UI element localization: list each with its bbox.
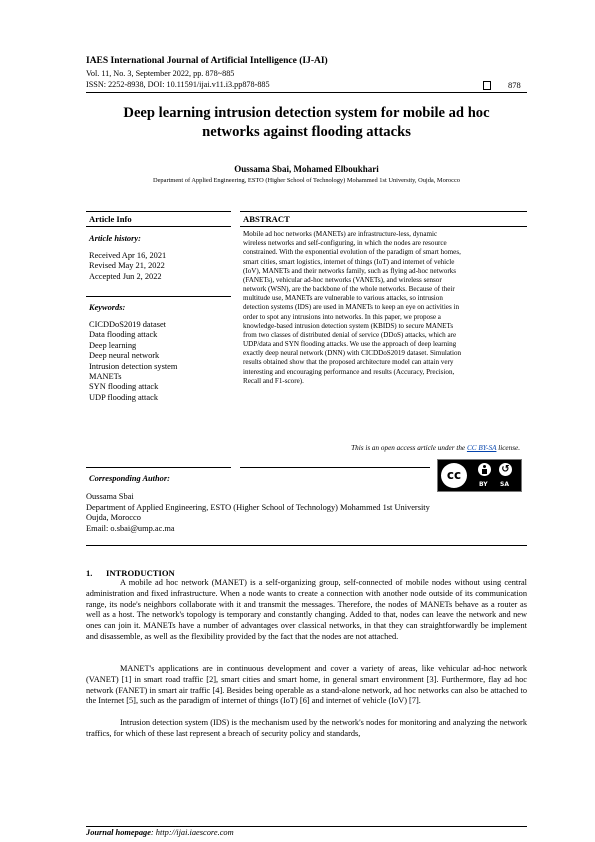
intro-paragraph: A mobile ad hoc network (MANET) is a self-organizing group, self-connected of mobile nodes without using central administration and fixed infrastructure. When a node wants to create a connection with another node outside of its communication range, its node's neighbors collaborate with it and transmit the messages. Therefore, the nodes of MANETs behave as a router as well as a host. The network's topology is temporary and constantly changing. Added to that, nodes can leave the network and new ones can join it. MANETs have a number of advantages over classical networks, in that they can straightforwardly be implement and disassemble, as well as the flexibility provided by the fact that the nodes are not attached. [86,578,527,641]
article-history [89,251,166,282]
abstract-line: knowledge-based intrusion detection system (KBIDS) to secure MANETs [243,321,454,330]
abstract-line: interesting and encouraging performance and results (Accuracy, Precision, [243,367,455,376]
keyword-item: MANETs [89,372,122,382]
section-number: 1. [86,568,93,578]
journal-issn-doi: ISSN: 2252-8938, DOI: 10.11591/ijai.v11.i3.pp878-885 [86,80,270,89]
attribution-person-icon [477,462,492,477]
article-info-top-rule [86,211,231,212]
abstract-line: network (WSN), are the backbone of the whole networks. Because of their [243,285,455,294]
cc-by-sa-badge[interactable] [437,459,522,492]
abstract-line: exactly deep neural network (DNN) with CICDDoS2019 dataset. Simulation [243,349,462,358]
corresponding-line: Department of Applied Engineering, ESTO (Higher School of Technology) Mohammed 1st University [86,502,430,512]
history-item: Accepted Jun 2, 2022 [89,271,162,281]
abstract-line: detection systems (IDS) are used in MANETs to keep an eye on activities in [243,303,460,312]
footer-rule [86,826,527,827]
corresponding-author-details [86,492,430,534]
affiliation: Department of Applied Engineering, ESTO (Higher School of Technology) Mohammed 1st University, Oujda, Morocco [152,177,460,184]
license-suffix: license. [496,444,520,452]
license-line [243,444,520,452]
journal-homepage [86,828,234,837]
keyword-item: Deep learning [89,340,137,350]
abstract-line: constrained. With the exponential evolution of the paradigm of smart homes, [243,248,461,257]
abstract-line: order to spot any intrusions into networks. In this paper, we propose a [243,312,441,321]
intro-paragraph: Intrusion detection system (IDS) is the mechanism used by the network's nodes for monitoring and analyzing the network traffics, for which of these last represent a breach of security policy and standards, [86,718,527,738]
history-item: Revised May 21, 2022 [89,261,165,271]
keywords-list [89,320,177,403]
abstract-line: wireless networks and self-configuring, in which the nodes are resource [243,239,447,248]
abstract-line: from two classes of distributed denial of service (DDoS) attacks, which are [243,330,457,339]
license-link[interactable]: CC BY-SA [466,444,497,452]
paper-title [86,104,527,142]
article-info-sub-rule [86,226,231,227]
keyword-item: Data flooding attack [89,330,158,340]
history-item: Received Apr 16, 2021 [89,251,167,260]
page-number: 878 [508,80,521,90]
paper-title-line: Deep learning intrusion detection system for mobile ad hoc [123,105,490,121]
corresponding-heading: Corresponding Author: [89,474,170,483]
abstract-line: (IoV), MANETs and their networks family, such as flying ad-hoc networks [243,266,456,275]
abstract-heading: ABSTRACT [243,214,290,224]
abstract-line: Recall and F1-score). [243,376,304,385]
corresponding-rule [86,545,527,546]
abstract-line: multitude use, MANETs are vulnerable to various attacks, so intrusion [243,294,443,303]
journal-volume: Vol. 11, No. 3, September 2022, pp. 878~885 [86,69,235,78]
abstract-line: smart cities, smart logistics, internet of things (IoT) and internet of vehicle [243,257,455,266]
keyword-item: CICDDoS2019 dataset [89,320,166,329]
paper-title-line: networks against flooding attacks [202,124,411,140]
abstract-line: Mobile ad hoc networks (MANETs) are infrastructure-less, dynamic [243,230,438,238]
abstract-line: UDP/data and SYN flooding attacks. We use the approach of deep learning [243,340,457,349]
history-heading: Article history: [89,234,141,243]
corresponding-line: Email: o.sbai@ump.ac.ma [86,523,175,533]
authors: Oussama Sbai, Mohamed Elboukhari [234,164,379,174]
abstract-body [243,230,520,386]
cc-logo-icon: cc [440,462,468,489]
history-rule [86,296,231,297]
homepage-label: Journal homepage [86,828,151,837]
corresponding-line: Oujda, Morocco [86,513,141,523]
keyword-item: Deep neural network [89,351,160,361]
license-prefix: This is an open access article under the [351,444,467,452]
cc-sa-label: SA [500,481,509,488]
journal-title: IAES International Journal of Artificial Intelligence (IJ-AI) [86,56,328,66]
intro-paragraph: MANET's applications are in continuous development and cover a variety of areas, like vehicular ad-hoc network (VANET) [1] in smart road traffic [2], smart cities and smart home, in general smart environment [3]. Furthermore, flay ad hoc network (FANET) in smart air traffic [4]. Besides being operable as a stand-alone network, ad hoc networks can also be attached to the Internet [5], such as the paradigm of internet of things (IoT) [6] and internet of vehicle (IoV) [7]. [86,664,527,706]
abstract-line: results obtained show that the proposed architecture model can attain very [243,358,454,367]
cc-license-label [472,480,519,489]
share-alike-icon: ↺ [498,462,513,477]
keywords-heading: Keywords: [89,303,126,312]
header-rule [86,92,527,93]
article-info-heading: Article Info [89,214,132,224]
book-icon [483,81,491,90]
cc-by-label: BY [479,481,488,488]
abstract-bottom-rule [240,467,430,468]
section-heading: INTRODUCTION [106,568,175,578]
keyword-item: UDP flooding attack [89,392,159,402]
keyword-item: SYN flooding attack [89,382,159,392]
abstract-line: (FANETs), vehicular ad-hoc networks (VANETs), and wireless sensor [243,275,442,284]
keyword-item: Intrusion detection system [89,361,178,371]
article-info-bottom-rule [86,467,231,468]
abstract-top-rule [240,211,527,212]
corresponding-line: Oussama Sbai [86,492,134,501]
homepage-url[interactable]: : http://ijai.iaescore.com [150,828,234,837]
abstract-sub-rule [240,226,527,227]
